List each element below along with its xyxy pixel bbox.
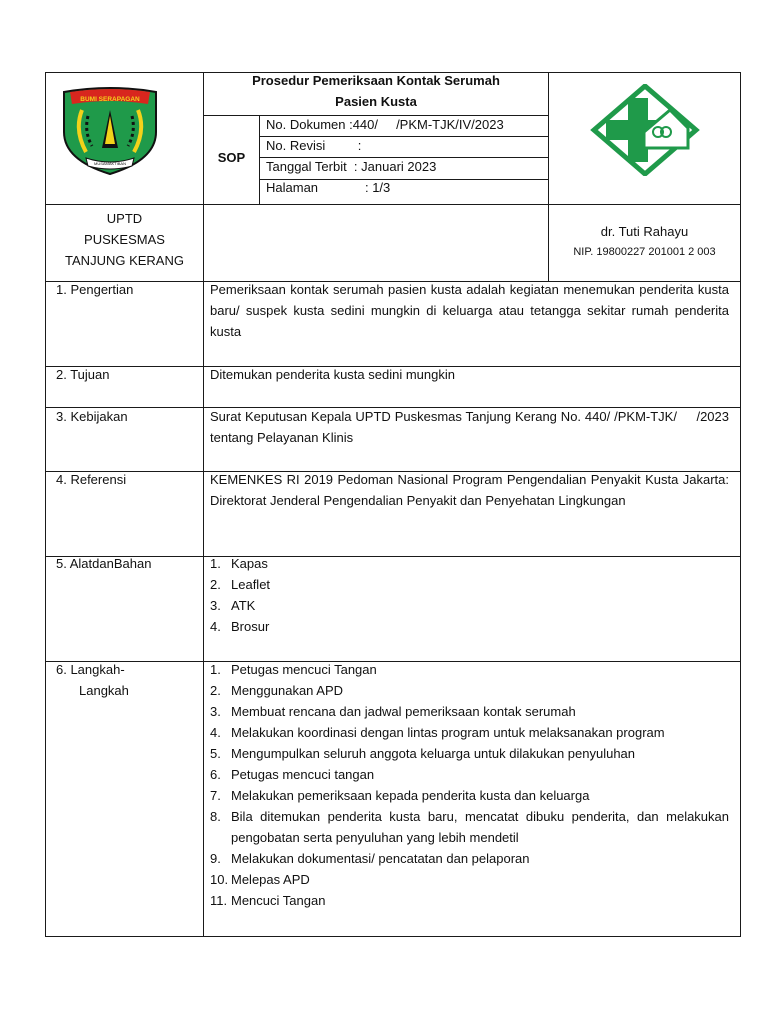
section-label-referensi: 4. Referensi <box>56 472 127 487</box>
regional-emblem-logo <box>56 82 164 176</box>
list-item: 1. Petugas mencuci Tangan <box>210 662 377 677</box>
list-item: 9. Melakukan dokumentasi/ pencatatan dan pelaporan <box>210 851 530 866</box>
list-item: 4. Melakukan koordinasi dengan lintas program untuk melaksanakan program <box>210 725 665 740</box>
section-text-kebijakan: Surat Keputusan Kepala UPTD Puskesmas Tanjung Kerang No. 440/ /PKM-TJK/ /2023 tentang Pelayanan Klinis <box>210 409 733 445</box>
section-text-referensi: KEMENKES RI 2019 Pedoman Nasional Program Pengendalian Penyakit Kusta Jakarta: Direktorat Jenderal Pengendalian Penyakit dan Penyehatan Lingkungan <box>210 472 729 508</box>
list-item: 10. Melepas APD <box>210 872 310 887</box>
sop-label: SOP <box>217 150 246 165</box>
alat-list <box>210 553 729 637</box>
list-item: 3. Membuat rencana dan jadwal pemeriksaan kontak serumah <box>210 704 576 719</box>
section-text-tujuan: Ditemukan penderita kusta sedini mungkin <box>210 367 455 382</box>
meta-revision: No. Revisi : <box>266 138 362 153</box>
emblem-ribbon-text: MUSAMAKTIBAN <box>93 161 127 166</box>
emblem-banner-text: BUMI SERAPAGAN <box>80 96 140 103</box>
header-row-line <box>45 204 741 205</box>
section-label-langkah-line1: 6. Langkah- <box>56 662 125 677</box>
meta-document-number: No. Dokumen :440/ /PKM-TJK/IV/2023 <box>266 117 504 132</box>
section-label-langkah-line2: Langkah <box>79 683 129 698</box>
list-item: 8. Bila ditemukan penderita kusta baru, mencatat dibuku penderita, dan melakukan pengobatan serta penyuluhan yang lebih mendetil <box>210 809 729 845</box>
list-item: 2. Leaflet <box>210 577 271 592</box>
institution-line1: UPTD <box>106 211 143 226</box>
institution-line2: PUSKESMAS <box>84 232 165 247</box>
table-border-bottom <box>45 936 741 937</box>
meta-page: Halaman : 1/3 <box>266 180 391 195</box>
list-item: 11. Mencuci Tangan <box>210 893 326 908</box>
list-item: 2. Menggunakan APD <box>210 683 344 698</box>
column-divider <box>203 72 204 937</box>
section-text-pengertian: Pemeriksaan kontak serumah pasien kusta adalah kegiatan menemukan penderita kusta baru/ suspek kusta sedini mungkin di keluarga atau tetangga sekitar rumah penderita kusta <box>210 282 729 339</box>
sop-divider <box>259 115 260 204</box>
table-border-left <box>45 72 46 937</box>
list-item: 7. Melakukan pemeriksaan kepada penderita kusta dan keluarga <box>210 788 590 803</box>
meta-issue-date: Tanggal Terbit : Januari 2023 <box>266 159 437 174</box>
section-label-tujuan: 2. Tujuan <box>56 367 110 382</box>
section-label-alat: 5. AlatdanBahan <box>56 556 152 571</box>
langkah-list <box>210 659 729 911</box>
document-title-line1: Prosedur Pemeriksaan Kontak Serumah <box>252 73 500 88</box>
document-title-line2: Pasien Kusta <box>335 94 417 109</box>
list-item: 3. ATK <box>210 598 256 613</box>
list-item: 5. Mengumpulkan seluruh anggota keluarga untuk dilakukan penyuluhan <box>210 746 636 761</box>
list-item: 4. Brosur <box>210 619 270 634</box>
signatory-name: dr. Tuti Rahayu <box>600 224 689 239</box>
list-item: 6. Petugas mencuci tangan <box>210 767 375 782</box>
puskesmas-logo <box>590 84 700 176</box>
section-label-kebijakan: 3. Kebijakan <box>56 409 128 424</box>
table-border-right <box>740 72 741 937</box>
signatory-nip: NIP. 19800227 201001 2 003 <box>573 246 716 258</box>
section-label-pengertian: 1. Pengertian <box>56 282 134 297</box>
institution-line3: TANJUNG KERANG <box>65 253 184 268</box>
list-item: 1. Kapas <box>210 556 268 571</box>
